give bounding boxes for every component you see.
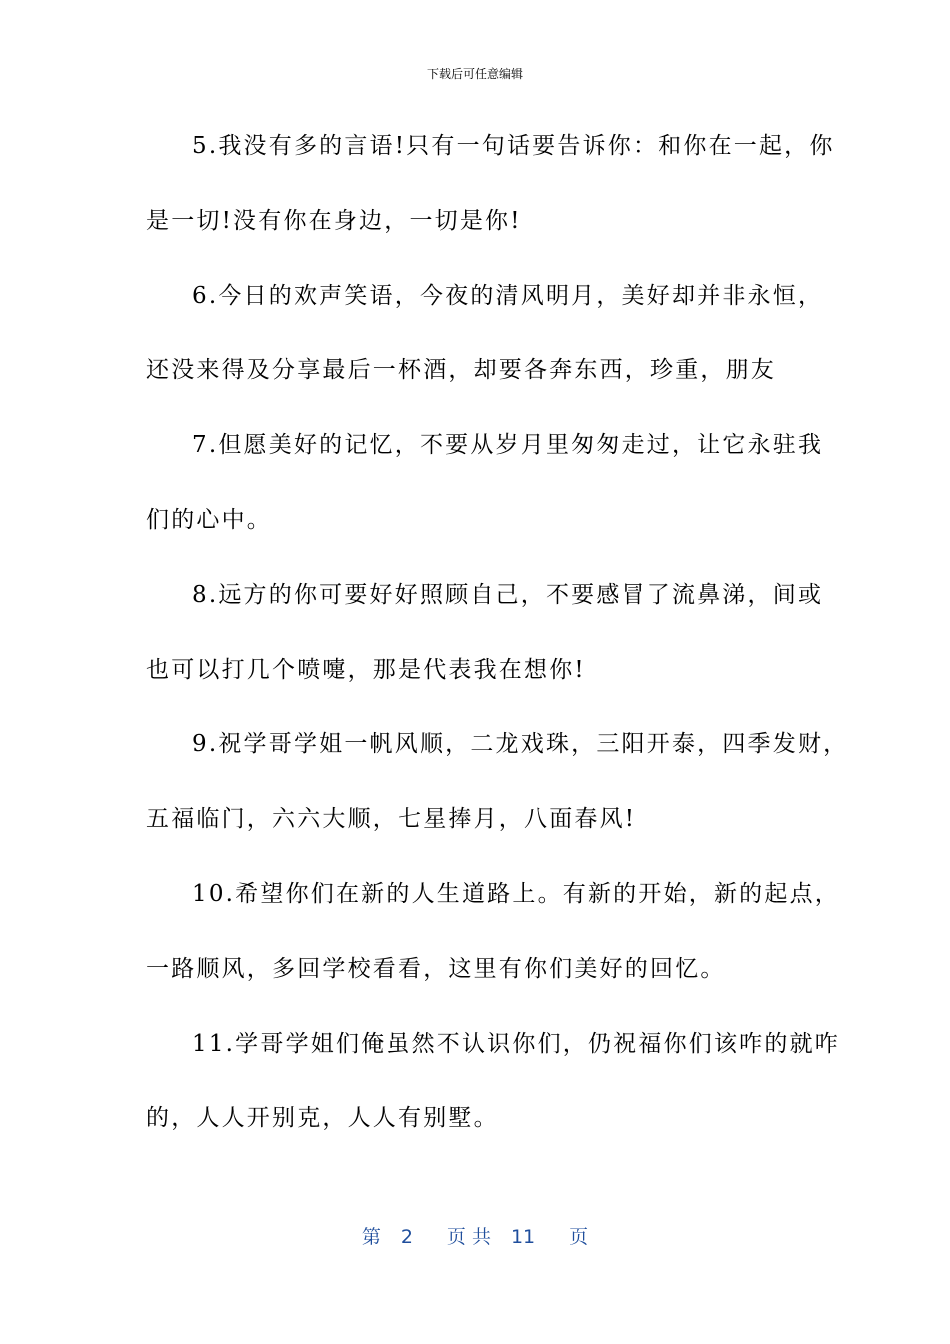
footer-prefix: 第 <box>361 1226 381 1248</box>
footer-middle: 页 共 <box>446 1226 491 1248</box>
text-line: 6.今日的欢声笑语，今夜的清风明月，美好却并非永恒， <box>192 282 824 309</box>
page-header: 下载后可任意编辑 <box>426 67 523 81</box>
text-line: 7.但愿美好的记忆，不要从岁月里匆匆走过，让它永驻我 <box>192 432 824 459</box>
text-line: 一路顺风，多回学校看看，这里有你们美好的回忆。 <box>146 955 726 982</box>
footer-total-pages: 11 <box>510 1226 536 1248</box>
text-line: 9.祝学哥学姐一帆风顺，二龙戏珠，三阳开泰，四季发财， <box>192 731 849 758</box>
footer-suffix: 页 <box>569 1226 589 1248</box>
footer-current-page: 2 <box>400 1226 413 1248</box>
text-line: 11.学哥学姐们俺虽然不认识你们，仍祝福你们该咋的就咋 <box>192 1030 840 1057</box>
text-line: 是一切!没有你在身边，一切是你! <box>146 207 522 234</box>
text-line: 们的心中。 <box>146 506 272 533</box>
text-line: 五福临门，六六大顺，七星捧月，八面春风! <box>146 806 637 833</box>
text-line: 也可以打几个喷嚏，那是代表我在想你! <box>146 656 586 683</box>
text-line: 8.远方的你可要好好照顾自己，不要感冒了流鼻涕，间或 <box>192 581 824 608</box>
page-footer <box>0 1224 950 1250</box>
text-line: 的，人人开别克，人人有别墅。 <box>146 1105 499 1132</box>
document-body <box>146 126 849 1173</box>
text-line: 5.我没有多的言语!只有一句话要告诉你：和你在一起，你 <box>192 133 835 159</box>
text-line: 10.希望你们在新的人生道路上。有新的开始，新的起点， <box>192 880 840 907</box>
text-line: 还没来得及分享最后一杯酒，却要各奔东西，珍重，朋友 <box>146 357 776 384</box>
